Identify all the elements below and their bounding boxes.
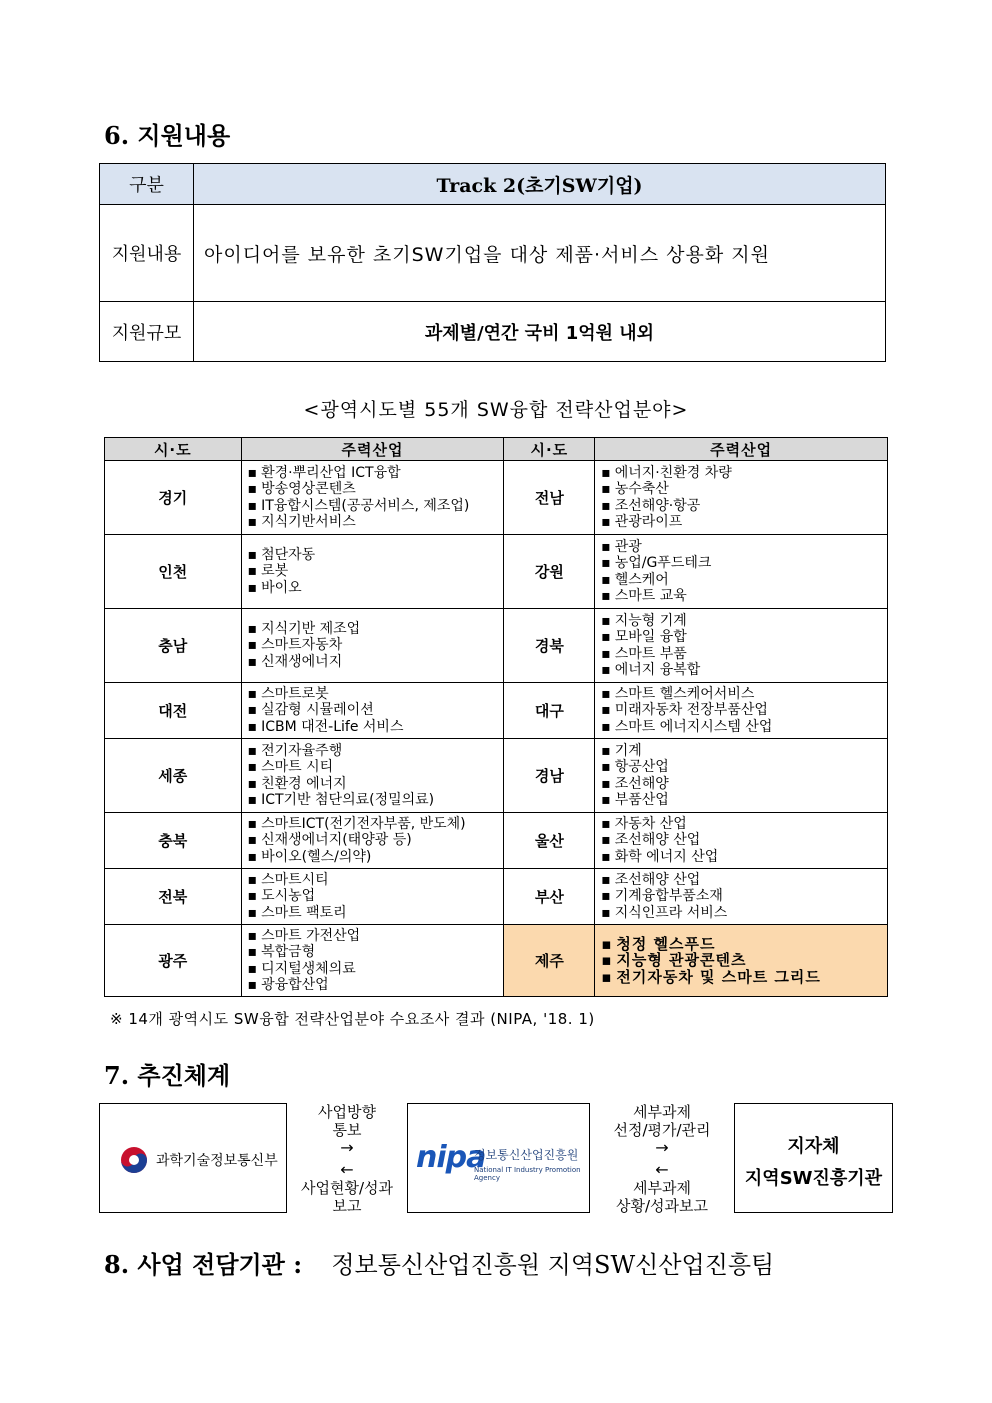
industry-cell [241,609,504,683]
support-row-value: 아이디어를 보유한 초기SW기업을 대상 제품·서비스 상용화 지원 [194,205,886,302]
industry-cell [595,925,888,997]
flow-1 [292,1103,402,1215]
industry-list [242,927,504,995]
industry-cell [595,683,888,739]
flow-2-bottom-line: 세부과제 [633,1179,691,1197]
industry-item: ▪ 미래자동차 전장부품산업 [601,702,887,719]
industry-item: ▪ 바이오(헬스/의약) [248,849,504,866]
industry-item: ▪ 광융합산업 [248,977,504,994]
industry-item: ▪ 스마트 부품 [601,646,887,663]
industry-cell [595,813,888,869]
industry-row [105,869,888,925]
arrow-right-icon: → [340,1138,354,1157]
section-8 [104,1245,774,1280]
industry-item: ▪ 첨단자동 [248,547,504,564]
industry-list [242,464,504,532]
taeguk-logo-icon [120,1146,148,1174]
industry-list [242,685,504,737]
flow-2-top-line: 세부과제 [633,1103,691,1121]
industry-item: ▪ 기계융합부품소재 [601,888,887,905]
region-cell: 경북 [504,609,595,683]
section-8-value: 정보통신산업진흥원 지역SW신산업진흥팀 [331,1251,775,1279]
flow-2-bottom-line: 상황/성과보고 [616,1197,708,1215]
industry-table [104,437,888,997]
industry-item: ▪ 모바일 융합 [601,629,887,646]
region-cell: 부산 [504,869,595,925]
industry-cell [595,609,888,683]
industry-cell [241,869,504,925]
support-row-value: 과제별/연간 국비 1억원 내외 [194,302,886,362]
industry-row [105,683,888,739]
industry-item: ▪ 기계 [601,743,887,760]
industry-item: ▪ 신재생에너지 [248,654,504,671]
industry-item: ▪ 복합금형 [248,944,504,961]
industry-cell [595,739,888,813]
industry-item: ▪ 지식기반 제조업 [248,621,504,638]
industry-table-caption: <광역시도별 55개 SW융합 전략산업분야> [303,399,689,421]
industry-item: ▪ 조선해양 산업 [601,832,887,849]
arrow-left-icon: ← [340,1160,354,1179]
industry-cell [241,461,504,535]
industry-list [242,620,504,672]
industry-item: ▪ IT융합시스템(공공서비스, 제조업) [248,498,504,515]
region-cell: 세종 [105,739,242,813]
industry-item: ▪ 스마트로봇 [248,686,504,703]
industry-item: ▪ 지식기반서비스 [248,514,504,531]
msit-box [99,1103,287,1213]
industry-item: ▪ 스마트 가전산업 [248,928,504,945]
region-cell: 경기 [105,461,242,535]
industry-list [595,464,887,532]
industry-body [105,461,888,997]
region-cell: 전남 [504,461,595,535]
industry-list [242,742,504,810]
industry-item: ▪ 스마트 에너지시스템 산업 [601,719,887,736]
industry-item: ▪ 신재생에너지(태양광 등) [248,832,504,849]
nipa-box [407,1103,590,1213]
support-track: Track 2(초기SW기업) [194,164,886,205]
industry-item: ▪ 화학 에너지 산업 [601,849,887,866]
industry-item: ▪ 스마트 팩토리 [248,905,504,922]
industry-item: ▪ 바이오 [248,580,504,597]
industry-item: ▪ ICBM 대전-Life 서비스 [248,719,504,736]
industry-item: ▪ 도시농업 [248,888,504,905]
industry-row [105,535,888,609]
region-cell: 전북 [105,869,242,925]
industry-item: ▪ 전기자동차 및 스마트 그리드 [601,969,887,986]
industry-item: ▪ 조선해양 산업 [601,872,887,889]
industry-item: ▪ 스마트 헬스케어서비스 [601,686,887,703]
industry-row [105,739,888,813]
industry-item: ▪ 관광 [601,539,887,556]
industry-list [242,815,504,867]
industry-item: ▪ 지능형 관광콘텐츠 [601,952,887,969]
industry-item: ▪ 전기자율주행 [248,743,504,760]
support-header-label: 구분 [100,164,194,205]
flow-1-bottom-line: 보고 [332,1197,362,1215]
industry-item: ▪ 스마트자동차 [248,637,504,654]
col-header-industry: 주력산업 [241,438,504,461]
industry-item: ▪ 친환경 에너지 [248,776,504,793]
industry-cell [595,461,888,535]
industry-item: ▪ 지능형 기계 [601,613,887,630]
nipa-name: 정보통신산업진흥원 [474,1148,579,1162]
region-cell: 대전 [105,683,242,739]
region-cell: 제주 [504,925,595,997]
industry-item: ▪ 농업/G푸드테크 [601,555,887,572]
industry-list [595,538,887,606]
industry-cell [241,925,504,997]
industry-list [595,935,887,987]
industry-item: ▪ 조선해양·항공 [601,498,887,515]
col-header-region: 시·도 [504,438,595,461]
industry-item: ▪ 로봇 [248,563,504,580]
flow-2 [596,1103,728,1215]
industry-item: ▪ 디지털생체의료 [248,961,504,978]
col-header-region: 시·도 [105,438,242,461]
region-cell: 울산 [504,813,595,869]
industry-cell [241,739,504,813]
industry-item: ▪ 관광라이프 [601,514,887,531]
col-header-industry: 주력산업 [595,438,888,461]
region-cell: 충남 [105,609,242,683]
industry-item: ▪ 자동차 산업 [601,816,887,833]
arrow-right-icon: → [655,1138,669,1157]
support-row-label: 지원내용 [100,205,194,302]
industry-item: ▪ 스마트시티 [248,872,504,889]
flow-1-top-line: 통보 [332,1121,362,1139]
region-cell: 대구 [504,683,595,739]
industry-list [595,685,887,737]
industry-item: ▪ 방송영상콘텐츠 [248,481,504,498]
region-cell: 경남 [504,739,595,813]
local-sw-agency-line: 지역SW진흥기관 [744,1168,883,1189]
industry-cell [241,535,504,609]
industry-item: ▪ 에너지·친환경 차량 [601,465,887,482]
industry-row [105,609,888,683]
region-cell: 충북 [105,813,242,869]
industry-row [105,925,888,997]
industry-item: ▪ 실감형 시뮬레이션 [248,702,504,719]
section-6-title: 6. 지원내용 [104,121,231,150]
industry-item: ▪ 부품산업 [601,792,887,809]
support-header-row [100,164,886,205]
industry-item: ▪ 조선해양 [601,776,887,793]
nipa-english-name: National IT Industry Promotion Agency [474,1166,581,1182]
flow-1-bottom-line: 사업현황/성과 [301,1179,393,1197]
arrow-left-icon: ← [655,1160,669,1179]
industry-list [242,546,504,598]
section-7-title: 7. 추진체계 [104,1061,231,1090]
msit-name: 과학기술정보통신부 [156,1153,278,1169]
industry-item: ▪ 청정 헬스푸드 [601,936,887,953]
local-gov-box [734,1103,893,1213]
industry-row [105,813,888,869]
local-gov-line: 지자체 [787,1136,840,1157]
industry-list [595,612,887,680]
industry-cell [595,869,888,925]
section-8-label: 8. 사업 전담기관 : [104,1250,303,1279]
industry-cell [241,813,504,869]
industry-item: ▪ 스마트 교육 [601,588,887,605]
industry-item: ▪ 에너지 융복합 [601,662,887,679]
region-cell: 광주 [105,925,242,997]
industry-item: ▪ 스마트ICT(전기전자부품, 반도체) [248,816,504,833]
industry-item: ▪ 항공산업 [601,759,887,776]
source-note: ※ 14개 광역시도 SW융합 전략산업분야 수요조사 결과 (NIPA, '18. 1) [110,1010,595,1028]
flow-2-top-line: 선정/평가/관리 [613,1121,711,1139]
industry-item: ▪ 환경·뿌리산업 ICT융합 [248,465,504,482]
region-cell: 인천 [105,535,242,609]
support-table [99,163,886,362]
industry-item: ▪ 농수축산 [601,481,887,498]
region-cell: 강원 [504,535,595,609]
industry-item: ▪ 스마트 시티 [248,759,504,776]
industry-item: ▪ 헬스케어 [601,572,887,589]
flow-1-top-line: 사업방향 [318,1103,376,1121]
support-row [100,205,886,302]
industry-row [105,461,888,535]
support-row-label: 지원규모 [100,302,194,362]
industry-cell [595,535,888,609]
industry-item: ▪ 지식인프라 서비스 [601,905,887,922]
support-row [100,302,886,362]
industry-list [595,871,887,923]
industry-header-row [105,438,888,461]
industry-item: ▪ ICT기반 첨단의료(정밀의료) [248,792,504,809]
industry-cell [241,683,504,739]
industry-list [595,742,887,810]
nipa-logo: nipa [416,1140,486,1175]
industry-list [242,871,504,923]
industry-list [595,815,887,867]
